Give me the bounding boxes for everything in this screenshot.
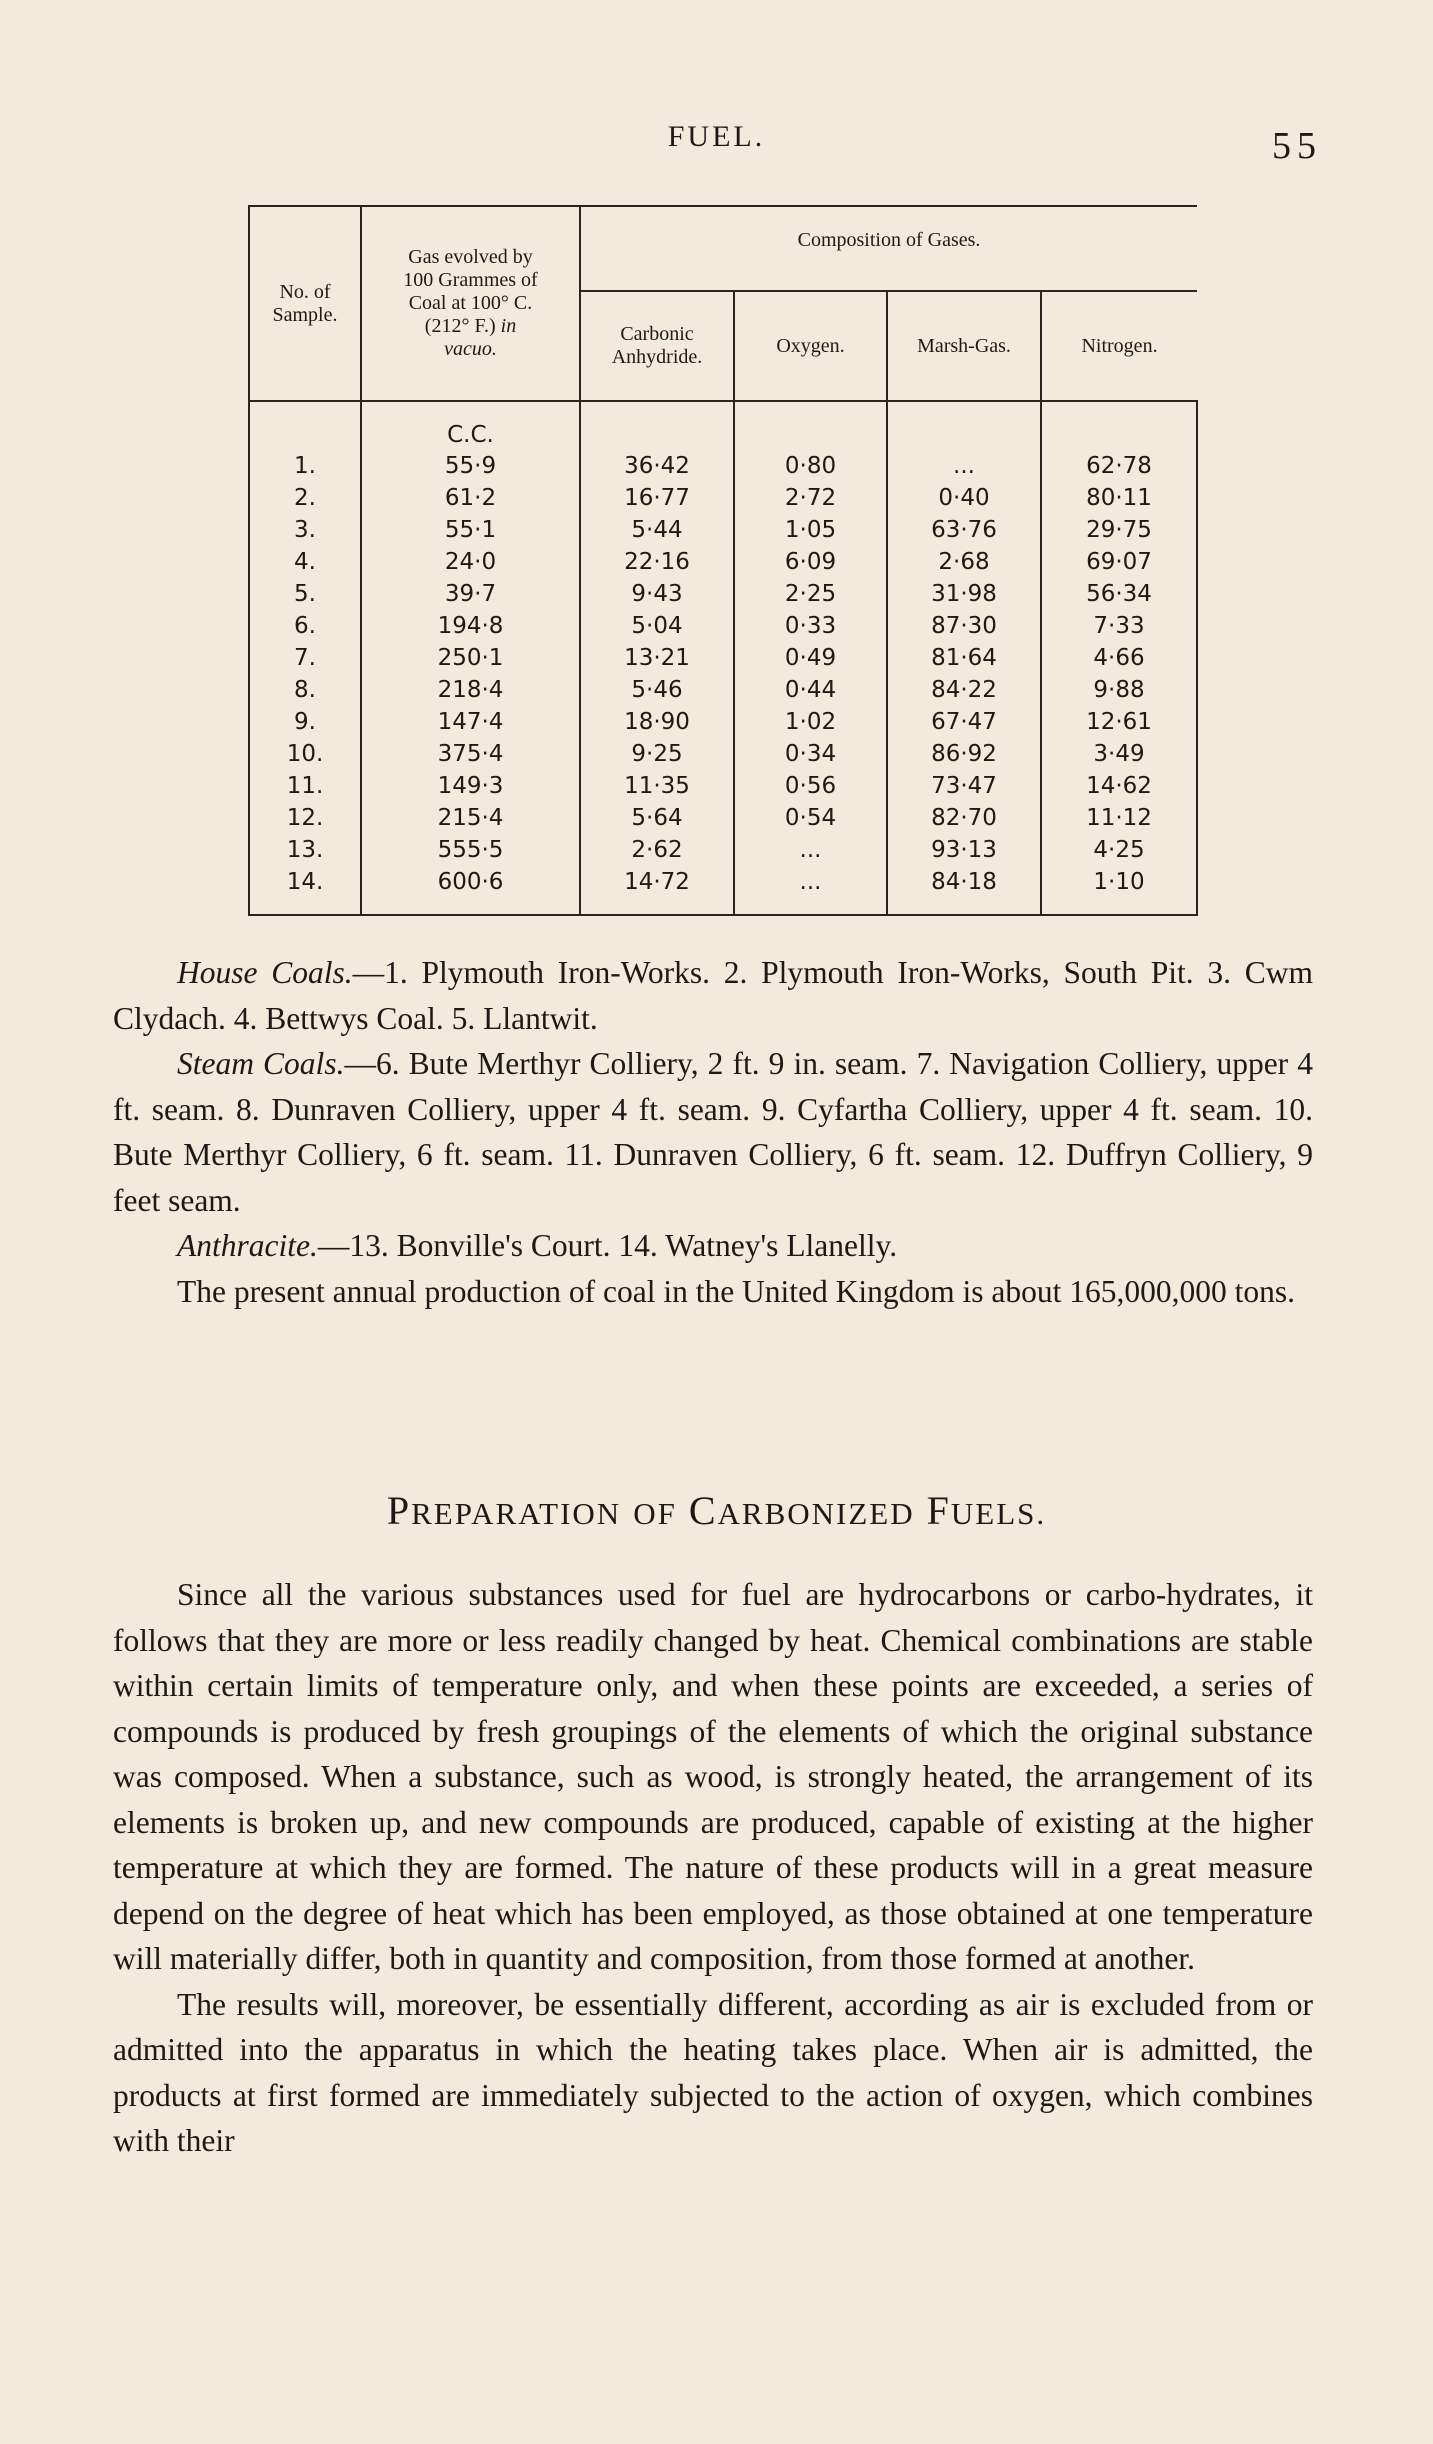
cell-gas-evolved: 61·2: [361, 482, 580, 514]
cell-nitrogen: 29·75: [1041, 514, 1197, 546]
cell-nitrogen: 14·62: [1041, 770, 1197, 802]
running-title: FUEL.: [667, 120, 766, 153]
header-gas-line4: (212° F.): [424, 315, 496, 337]
cell-marsh-gas: 82·70: [887, 802, 1041, 834]
cell-gas-evolved: 555·5: [361, 834, 580, 866]
cell-gas-evolved: 55·9: [361, 450, 580, 482]
table-row: [249, 642, 1197, 674]
heading-p: P: [386, 1488, 412, 1533]
cell-sample-no: 12.: [249, 802, 361, 834]
table-row: [249, 514, 1197, 546]
cell-gas-evolved: 194·8: [361, 610, 580, 642]
cell-oxygen: 0·44: [734, 674, 887, 706]
cell-marsh-gas: 73·47: [887, 770, 1041, 802]
cell-nitrogen: 11·12: [1041, 802, 1197, 834]
cell-sample-no: 11.: [249, 770, 361, 802]
cell-nitrogen: 62·78: [1041, 450, 1197, 482]
unit-cell-blank: [887, 401, 1041, 450]
cell-sample-no: 13.: [249, 834, 361, 866]
unit-cell-blank: [580, 401, 734, 450]
table-row: [249, 706, 1197, 738]
cell-carbonic: 14·72: [580, 866, 734, 915]
table-notes: [113, 950, 1313, 1314]
header-marsh-gas: Marsh-Gas.: [887, 291, 1041, 401]
table-row: [249, 578, 1197, 610]
heading-arbonized: ARBONIZED: [717, 1496, 915, 1531]
cell-carbonic: 16·77: [580, 482, 734, 514]
header-carbonic: [580, 291, 734, 401]
unit-label: C.C.: [361, 401, 580, 450]
header-carbonic-line2: Anhydride.: [611, 346, 703, 368]
cell-sample-no: 5.: [249, 578, 361, 610]
cell-gas-evolved: 375·4: [361, 738, 580, 770]
cell-gas-evolved: 147·4: [361, 706, 580, 738]
header-composition: Composition of Gases.: [580, 206, 1197, 291]
header-oxygen: Oxygen.: [734, 291, 887, 401]
header-carbonic-line1: Carbonic: [620, 323, 694, 345]
unit-cell-blank: [249, 401, 361, 450]
table-row: [249, 738, 1197, 770]
cell-gas-evolved: 24·0: [361, 546, 580, 578]
cell-carbonic: 5·44: [580, 514, 734, 546]
cell-oxygen: ...: [734, 866, 887, 915]
cell-marsh-gas: 87·30: [887, 610, 1041, 642]
header-gas-in: in: [500, 315, 517, 337]
page-number: 55: [1272, 125, 1322, 167]
cell-marsh-gas: ...: [887, 450, 1041, 482]
cell-oxygen: 0·54: [734, 802, 887, 834]
header-gas-evolved: [361, 206, 580, 401]
cell-carbonic: 11·35: [580, 770, 734, 802]
cell-nitrogen: 3·49: [1041, 738, 1197, 770]
cell-oxygen: 6·09: [734, 546, 887, 578]
cell-carbonic: 5·46: [580, 674, 734, 706]
cell-sample-no: 1.: [249, 450, 361, 482]
cell-marsh-gas: 84·22: [887, 674, 1041, 706]
header-gas-line1: Gas evolved by: [408, 246, 533, 268]
cell-sample-no: 2.: [249, 482, 361, 514]
heading-f: F: [926, 1488, 951, 1533]
note-steam-text: —6. Bute Merthyr Colliery, 2 ft. 9 in. seam. 7. Navigation Colliery, upper 4 ft. seam. 8. Dunraven Colliery, upper 4 ft. seam. 9. Cyfartha Colliery, upper 4 ft. seam. 10. Bute Merthyr Colliery, 6 ft. seam. 11. Dunraven Colliery, 6 ft. seam. 12. Duffryn Colliery, 9 feet seam.: [113, 1046, 1313, 1218]
cell-nitrogen: 56·34: [1041, 578, 1197, 610]
cell-gas-evolved: 600·6: [361, 866, 580, 915]
cell-gas-evolved: 149·3: [361, 770, 580, 802]
note-production: The present annual production of coal in the United Kingdom is about 165,000,000 tons.: [177, 1273, 1296, 1309]
cell-oxygen: 0·33: [734, 610, 887, 642]
cell-nitrogen: 4·66: [1041, 642, 1197, 674]
cell-carbonic: 2·62: [580, 834, 734, 866]
cell-sample-no: 7.: [249, 642, 361, 674]
cell-sample-no: 14.: [249, 866, 361, 915]
note-steam-lead: Steam Coals.: [177, 1046, 345, 1081]
table-body: [249, 401, 1197, 915]
cell-marsh-gas: 63·76: [887, 514, 1041, 546]
table-row: [249, 834, 1197, 866]
note-house-lead: House Coals.: [177, 955, 353, 990]
table-row: [249, 546, 1197, 578]
cell-carbonic: 13·21: [580, 642, 734, 674]
section-heading: [0, 1487, 1433, 1534]
cell-oxygen: 0·34: [734, 738, 887, 770]
body-paragraph-1: Since all the various substances used for fuel are hydrocarbons or carbo-hydrates, it follows that they are more or less readily changed by heat. Chemical combinations are stable within certain limits of temperature only, and when these points are exceeded, a series of compounds is produced by fresh groupings of the elements of which the original substance was composed. When a substance, such as wood, is strongly heated, the arrangement of its elements is broken up, and new compounds are produced, capable of existing at the higher temperature at which they are formed. The nature of these products will in a great measure depend on the degree of heat which has been employed, as those obtained at one temperature will materially differ, both in quantity and composition, from those formed at another.: [113, 1577, 1313, 1976]
cell-nitrogen: 7·33: [1041, 610, 1197, 642]
cell-oxygen: 0·80: [734, 450, 887, 482]
table-row: [249, 866, 1197, 915]
cell-oxygen: 2·25: [734, 578, 887, 610]
header-sample: [249, 206, 361, 401]
body-text: [113, 1572, 1313, 2164]
heading-reparation: REPARATION: [411, 1496, 622, 1531]
note-house-coals: [113, 950, 1313, 1041]
header-gas-line3: Coal at 100° C.: [408, 292, 533, 314]
cell-sample-no: 8.: [249, 674, 361, 706]
cell-nitrogen: 1·10: [1041, 866, 1197, 915]
cell-gas-evolved: 250·1: [361, 642, 580, 674]
cell-oxygen: 2·72: [734, 482, 887, 514]
table-row: [249, 450, 1197, 482]
cell-oxygen: 0·56: [734, 770, 887, 802]
cell-sample-no: 4.: [249, 546, 361, 578]
cell-marsh-gas: 84·18: [887, 866, 1041, 915]
cell-marsh-gas: 2·68: [887, 546, 1041, 578]
cell-carbonic: 18·90: [580, 706, 734, 738]
cell-oxygen: ...: [734, 834, 887, 866]
gas-composition-table: [248, 205, 1198, 916]
note-house-text: —1. Plymouth Iron-Works. 2. Plymouth Iron-Works, South Pit. 3. Cwm Clydach. 4. Bettwys Coal. 5. Llantwit.: [113, 955, 1313, 1036]
unit-row: [249, 401, 1197, 450]
cell-marsh-gas: 93·13: [887, 834, 1041, 866]
table-row: [249, 610, 1197, 642]
cell-gas-evolved: 39·7: [361, 578, 580, 610]
cell-gas-evolved: 55·1: [361, 514, 580, 546]
cell-marsh-gas: 86·92: [887, 738, 1041, 770]
cell-sample-no: 9.: [249, 706, 361, 738]
header-gas-line2: 100 Grammes of: [403, 269, 538, 291]
cell-carbonic: 5·64: [580, 802, 734, 834]
cell-marsh-gas: 81·64: [887, 642, 1041, 674]
gas-composition-table-wrap: [248, 205, 1196, 916]
header-nitrogen: Nitrogen.: [1041, 291, 1197, 401]
cell-nitrogen: 69·07: [1041, 546, 1197, 578]
cell-oxygen: 1·02: [734, 706, 887, 738]
table-row: [249, 802, 1197, 834]
header-gas-line5: vacuo.: [444, 338, 497, 360]
cell-gas-evolved: 218·4: [361, 674, 580, 706]
cell-oxygen: 0·49: [734, 642, 887, 674]
cell-carbonic: 9·25: [580, 738, 734, 770]
cell-oxygen: 1·05: [734, 514, 887, 546]
cell-marsh-gas: 31·98: [887, 578, 1041, 610]
cell-carbonic: 22·16: [580, 546, 734, 578]
cell-gas-evolved: 215·4: [361, 802, 580, 834]
table-row: [249, 770, 1197, 802]
cell-sample-no: 6.: [249, 610, 361, 642]
unit-cell-blank: [734, 401, 887, 450]
note-anthracite-text: —13. Bonville's Court. 14. Watney's Llanelly.: [317, 1228, 898, 1263]
note-anthracite: [113, 1223, 1313, 1269]
heading-c: C: [688, 1488, 718, 1533]
header-sample-label: No. of Sample.: [272, 280, 338, 326]
body-paragraph-2: The results will, moreover, be essentially different, according as air is excluded from or admitted into the apparatus in which the heating takes place. When air is admitted, the products at first formed are immediately subjected to the action of oxygen, which combines with their: [113, 1986, 1313, 2158]
cell-nitrogen: 4·25: [1041, 834, 1197, 866]
cell-carbonic: 36·42: [580, 450, 734, 482]
heading-uels: UELS.: [950, 1496, 1047, 1531]
cell-carbonic: 5·04: [580, 610, 734, 642]
table-row: [249, 674, 1197, 706]
cell-nitrogen: 12·61: [1041, 706, 1197, 738]
unit-cell-blank: [1041, 401, 1197, 450]
heading-of: OF: [633, 1496, 677, 1531]
cell-sample-no: 3.: [249, 514, 361, 546]
cell-marsh-gas: 0·40: [887, 482, 1041, 514]
cell-nitrogen: 80·11: [1041, 482, 1197, 514]
cell-carbonic: 9·43: [580, 578, 734, 610]
note-anthracite-lead: Anthracite.: [177, 1228, 318, 1263]
cell-marsh-gas: 67·47: [887, 706, 1041, 738]
cell-nitrogen: 9·88: [1041, 674, 1197, 706]
table-row: [249, 482, 1197, 514]
note-steam-coals: [113, 1041, 1313, 1223]
cell-sample-no: 10.: [249, 738, 361, 770]
